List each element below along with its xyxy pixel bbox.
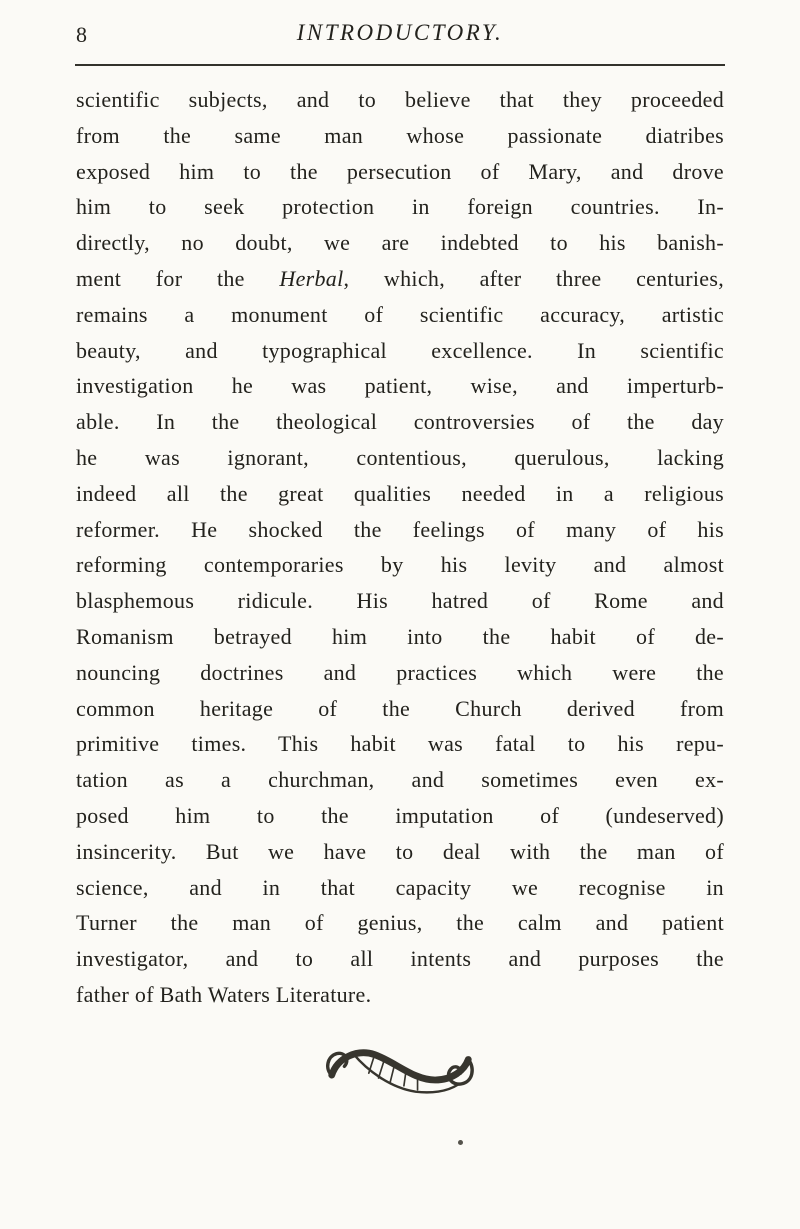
text-line: reformer. He shocked the feelings of many of his: [76, 516, 724, 542]
italic-text: Herbal: [279, 265, 344, 291]
text-line: ment for the Herbal, which, after three centuries,: [76, 265, 725, 291]
header-rule: [75, 64, 725, 66]
page-number: 8: [76, 22, 88, 47]
ink-dot: [458, 1140, 463, 1145]
text-line: insincerity. But we have to deal with the man of: [76, 838, 724, 864]
text-line: investigation he was patient, wise, and imperturb-: [76, 373, 724, 399]
text-line: able. In the theological controversies of the day: [76, 409, 724, 435]
text-line: indeed all the great qualities needed in a religious: [76, 480, 724, 506]
running-head: INTRODUCTORY.: [296, 20, 504, 45]
text-line: he was ignorant, contentious, querulous, lacking: [76, 444, 724, 470]
body-text: [76, 82, 724, 1013]
text-line: tation as a churchman, and sometimes even ex-: [76, 767, 724, 793]
text-line: Romanism betrayed him into the habit of de-: [76, 623, 724, 649]
text-line: common heritage of the Church derived from: [76, 695, 724, 721]
text-line: science, and in that capacity we recognise in: [76, 874, 724, 900]
page-header: [76, 20, 724, 54]
text-line: exposed him to the persecution of Mary, and drove: [76, 158, 724, 184]
text-line: Turner the man of genius, the calm and patient: [76, 910, 724, 936]
text-line: from the same man whose passionate diatribes: [76, 122, 724, 148]
text-line: reforming contemporaries by his levity and almost: [76, 552, 724, 578]
text-line: him to seek protection in foreign countries. In-: [76, 194, 724, 220]
text-line: investigator, and to all intents and purposes the: [76, 946, 724, 972]
flourish-icon: [321, 1105, 479, 1122]
tailpiece-ornament: [0, 1040, 800, 1123]
text-line: father of Bath Waters Literature.: [76, 981, 372, 1007]
text-line: scientific subjects, and to believe that they proceeded: [76, 87, 724, 112]
text-line: directly, no doubt, we are indebted to his banish-: [76, 230, 724, 256]
text-line: posed him to the imputation of (undeserved): [76, 802, 724, 828]
text-line: blasphemous ridicule. His hatred of Rome and: [76, 588, 724, 614]
text-line: beauty, and typographical excellence. In scientific: [76, 337, 724, 363]
text-line: nouncing doctrines and practices which were the: [76, 659, 724, 685]
text-line: remains a monument of scientific accuracy, artistic: [76, 301, 724, 327]
text-line: primitive times. This habit was fatal to his repu-: [76, 731, 724, 757]
